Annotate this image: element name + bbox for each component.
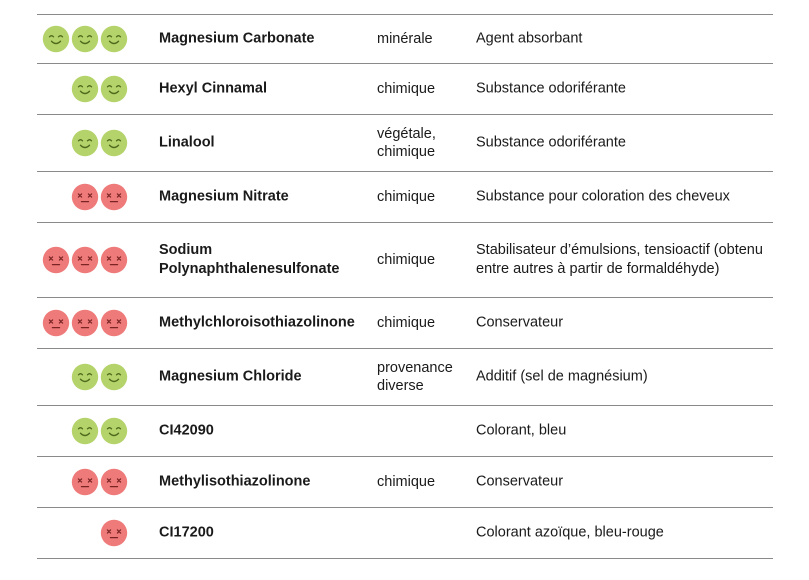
ingredient-function: Agent absorbant xyxy=(476,30,583,47)
ingredient-function: Colorant azoïque, bleu-rouge xyxy=(476,524,664,541)
ingredient-name: Magnesium Nitrate xyxy=(159,188,289,205)
ingredient-origin: chimique xyxy=(377,474,436,490)
ingredient-name: CI42090 xyxy=(159,422,214,439)
table-row xyxy=(37,349,773,406)
table-row xyxy=(37,508,773,559)
table-row xyxy=(37,64,773,115)
rating-icons xyxy=(71,129,128,157)
smiley-icon xyxy=(71,129,99,157)
ingredient-origin: minérale xyxy=(377,31,433,47)
ingredient-name: Methylisothiazolinone xyxy=(159,473,311,490)
smiley-icon xyxy=(100,417,128,445)
ingredient-origin: provenance diverse xyxy=(377,360,453,394)
ingredient-name: Linalool xyxy=(159,134,215,151)
ingredient-name: Hexyl Cinnamal xyxy=(159,80,267,97)
sad-x-eyes-icon xyxy=(100,519,128,547)
sad-x-eyes-icon xyxy=(71,246,99,274)
ingredient-function: Conservateur xyxy=(476,473,564,490)
sad-x-eyes-icon xyxy=(42,309,70,337)
table-row xyxy=(37,115,773,172)
ingredient-origin: chimique xyxy=(377,252,436,268)
rating-icons xyxy=(71,417,128,445)
sad-x-eyes-icon xyxy=(100,468,128,496)
smiley-icon xyxy=(71,363,99,391)
sad-x-eyes-icon xyxy=(71,183,99,211)
ingredient-origin: chimique xyxy=(377,189,436,205)
ingredient-function: Substance odoriférante xyxy=(476,80,626,97)
smiley-icon xyxy=(100,129,128,157)
sad-x-eyes-icon xyxy=(42,246,70,274)
ingredient-function: Colorant, bleu xyxy=(476,422,567,439)
ingredient-function: Stabilisateur d’émulsions, tensioactif (obtenu entre autres à partir de formaldéhyde) xyxy=(476,242,763,277)
smiley-icon xyxy=(100,363,128,391)
sad-x-eyes-icon xyxy=(71,468,99,496)
ingredient-function: Substance pour coloration des cheveux xyxy=(476,188,730,205)
ingredients-table xyxy=(37,14,773,559)
smiley-icon xyxy=(71,25,99,53)
sad-x-eyes-icon xyxy=(100,246,128,274)
rating-icons xyxy=(71,183,128,211)
smiley-icon xyxy=(100,75,128,103)
smiley-icon xyxy=(42,25,70,53)
rating-icons xyxy=(100,519,128,547)
table-row xyxy=(37,223,773,298)
rating-icons xyxy=(42,25,128,53)
rating-icons xyxy=(71,468,128,496)
ingredient-origin: chimique xyxy=(377,81,436,97)
table-row xyxy=(37,298,773,349)
smiley-icon xyxy=(71,75,99,103)
ingredient-name: Magnesium Chloride xyxy=(159,368,302,385)
ingredient-name: CI17200 xyxy=(159,524,214,541)
ingredient-function: Conservateur xyxy=(476,314,564,331)
ingredient-name: Methylchloroisothiazolinone xyxy=(159,314,355,331)
ingredient-name: Sodium Polynaphthalenesulfonate xyxy=(159,242,340,277)
rating-icons xyxy=(71,363,128,391)
table-row xyxy=(37,15,773,64)
rating-icons xyxy=(42,309,128,337)
table-row xyxy=(37,406,773,457)
smiley-icon xyxy=(100,25,128,53)
ingredient-function: Substance odoriférante xyxy=(476,134,626,151)
ingredient-function: Additif (sel de magnésium) xyxy=(476,368,648,385)
table-row xyxy=(37,457,773,508)
rating-icons xyxy=(71,75,128,103)
ingredient-origin: végétale, chimique xyxy=(377,126,436,160)
sad-x-eyes-icon xyxy=(71,309,99,337)
ingredient-name: Magnesium Carbonate xyxy=(159,30,315,47)
smiley-icon xyxy=(71,417,99,445)
table-row xyxy=(37,172,773,223)
sad-x-eyes-icon xyxy=(100,309,128,337)
rating-icons xyxy=(42,246,128,274)
sad-x-eyes-icon xyxy=(100,183,128,211)
ingredient-origin: chimique xyxy=(377,315,436,331)
